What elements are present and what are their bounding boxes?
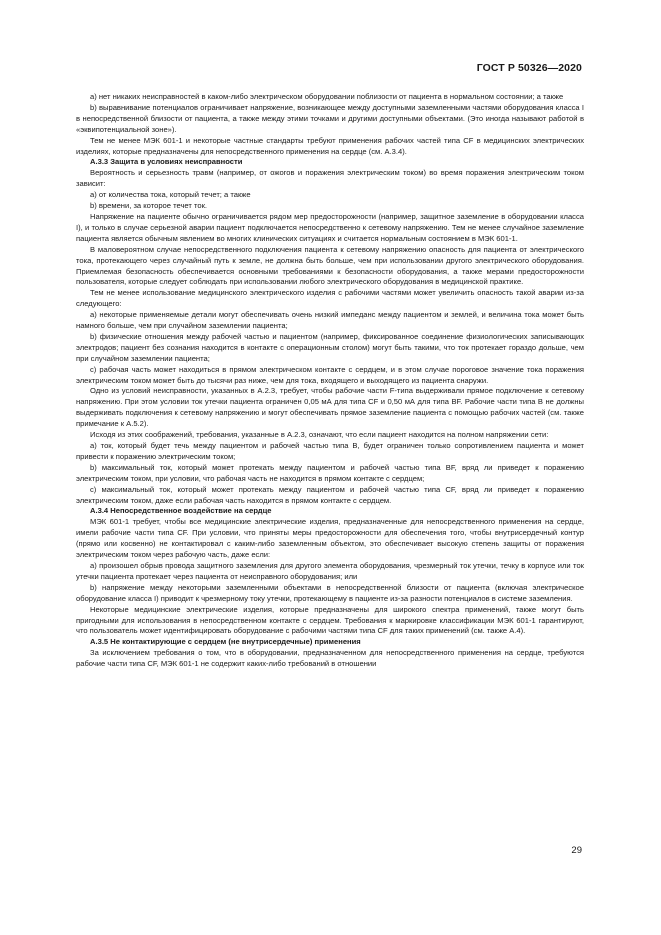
section-heading: А.3.4 Непосредственное воздействие на сердце <box>90 506 272 516</box>
paragraph: МЭК 601-1 требует, чтобы все медицинские электрические изделия, предназначенные для непосредственного применения на сердце, имели рабочие части типа CF. При условии, что приняты меры предосторожности для обеспечения того, чтобы внутрисердечный контур (прямо или косвенно) не контактировал с каким-либо заземленным объектом, это обеспечивает высокую степень защиты от поражения электрическим током через рабочую часть, даже если: <box>76 517 584 560</box>
paragraph: Тем не менее использование медицинского электрического изделия с рабочими частями может увеличить опасность такой аварии из-за следующего: <box>76 288 584 309</box>
list-item: b) напряжение между некоторыми заземленными объектами в непосредственной близости от пациента (включая электрическое оборудование класса I) приводит к чрезмерному току утечки, протекающему в пациенте из-за разности потенциалов в системе заземления. <box>76 582 584 603</box>
list-item: b) максимальный ток, который может протекать между пациентом и рабочей частью типа BF, вряд ли приведет к поражению электрическим током, при условии, что рабочая часть не находится в прямом контакте с сердцем; <box>76 462 584 483</box>
paragraph: Некоторые медицинские электрические изделия, которые предназначены для широкого спектра применений, также могут быть пригодными для использования в непосредственном контакте с сердцем. Требования к маркировке классификации МЭК 601-1 гарантируют, что пользователь может идентифицировать оборудование с рабочими частями типа CF для таких применений (см. также А.4). <box>76 604 584 636</box>
list-item: c) максимальный ток, который может протекать между пациентом и рабочей частью типа CF, вряд ли приведет к поражению электрическим током, даже если рабочая часть находится в прямом контакте с сердцем. <box>76 484 584 505</box>
section-heading: А.3.3 Защита в условиях неисправности <box>90 157 243 167</box>
paragraph: Напряжение на пациенте обычно ограничивается рядом мер предосторожности (например, защитное заземление в оборудовании класса I), и только в случае серьезной аварии пациент подключается непосредственно к сетевому напряжению. Тем не менее случайное заземление пациента является обычным явлением во многих клинических ситуациях и считается нормальным состоянием в МЭК 601-1. <box>76 211 584 243</box>
paragraph: За исключением требования о том, что в оборудовании, предназначенном для непосредственного применения на сердце, требуются рабочие части типа CF, МЭК 601-1 не содержит каких-либо требований в отношении <box>76 648 584 669</box>
paragraph: В маловероятном случае непосредственного подключения пациента к сетевому напряжению опасность для пациента от электрического тока, протекающего через случайный путь к земле, не должна быть больше, чем при использовании другого электрического оборудования. Приемлемая безопасность обеспечивается основными требованиями к безопасности оборудования, а также мерами предосторожности пользователя, которые следует соблюдать при использовании любого электрического оборудования в медицинской практике. <box>76 244 584 287</box>
paragraph: Исходя из этих соображений, требования, указанные в А.2.3, означают, что если пациент находится на полном напряжении сети: <box>90 430 549 440</box>
paragraph: Тем не менее МЭК 601-1 и некоторые частные стандарты требуют применения рабочих частей типа CF в медицинских электрических изделиях, которые предназначены для непосредственного применения на сердце (см. А.3.4). <box>76 135 584 156</box>
list-item: a) ток, который будет течь между пациентом и рабочей частью типа B, будет ограничен только сопротивлением пациента и может привести к поражению электрическим током; <box>76 441 584 461</box>
paragraph: b) выравнивание потенциалов ограничивает напряжение, возникающее между доступными заземленными частями оборудования класса I в непосредственной близости от пациента, а также между этими точками и другими доступными объектами. (Это иногда называют работой в «эквипотенциальной зоне»). <box>76 102 584 134</box>
list-item: c) рабочая часть может находиться в прямом электрическом контакте с сердцем, и в этом случае пороговое значение тока поражения электрическим током может быть до тысячи раз ниже, чем для тока, входящего и выходящего из пациента снаружи. <box>76 364 584 385</box>
page-number: 29 <box>571 845 582 856</box>
list-item: a) произошел обрыв провода защитного заземления для другого элемента оборудования, чрезмерный ток утечки, течку в корпусе или ток утечки пациента протекает через пациента от неисправного оборудования; или <box>76 560 584 581</box>
section-heading: А.3.5 Не контактирующие с сердцем (не внутрисердечные) применения <box>90 637 361 647</box>
list-item: a) от количества тока, который течет; а также <box>90 190 251 200</box>
document-body <box>76 92 584 670</box>
list-item: b) времени, за которое течет ток. <box>90 201 208 211</box>
paragraph: Вероятность и серьезность травм (например, от ожогов и поражения электрическим током) во время поражения электрическим током зависит: <box>76 168 584 189</box>
paragraph: Одно из условий неисправности, указанных в А.2.3, требует, чтобы рабочие части F-типа выдерживали прямое подключение к сетевому напряжению. При этом условии ток утечки пациента ограничен 0,05 мА для типа CF и 0,50 мА для типа BF. Рабочие части типа B не должны выдерживать подключения к сетевому напряжению и могут обеспечивать прямое заземление пациента с помощью рабочих частей (см. также примечание к А.5.2). <box>76 386 584 429</box>
standard-designation: ГОСТ Р 50326—2020 <box>476 62 582 74</box>
paragraph: a) нет никаких неисправностей в каком-либо электрическом оборудовании поблизости от пациента в нормальном состоянии; а также <box>90 92 564 101</box>
list-item: b) физические отношения между рабочей частью и пациентом (например, фиксированное соединение физиологических записывающих электродов; пациент без сознания находится в контакте с операционным столом) могут быть такими, что ток протекает гораздо дольше, чем при случайном заземлении пациента; <box>76 331 584 363</box>
list-item: a) некоторые применяемые детали могут обеспечивать очень низкий импеданс между пациентом и землей, и величина тока может быть намного больше, чем при случайном заземлении пациента; <box>76 310 584 331</box>
